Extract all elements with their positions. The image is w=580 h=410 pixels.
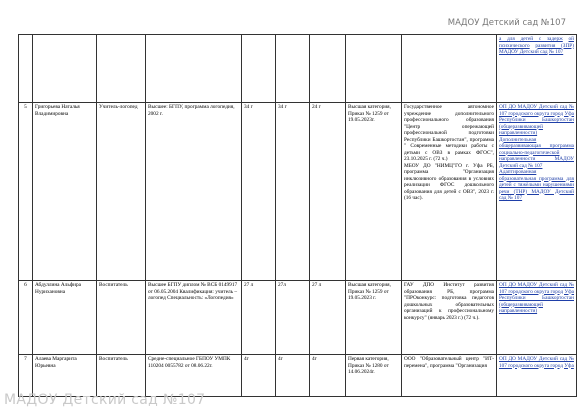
- program-link[interactable]: № 107: [548, 49, 564, 55]
- courses-cell: [402, 355, 497, 397]
- page-header-text: МАДОУ Детский сад №107: [447, 18, 566, 28]
- table-row: [19, 281, 577, 355]
- total-experience: 4г: [242, 355, 276, 397]
- row-number: 5: [19, 103, 33, 281]
- programs-cell: [497, 281, 577, 355]
- position-experience: 27 л: [310, 281, 346, 355]
- program-link[interactable]: МАДОУ Детский сад: [499, 49, 548, 55]
- employee-name: Григорьева Наталья Владимировна: [33, 103, 97, 281]
- education-cell: Средне-специальное ГБПОУ УМПК 110204 0055782 от 08.06.22г.: [146, 355, 242, 397]
- course-entry: ГАУ ДПО Институт развития образования РБ, программа "ПРОконкурс: подготовка педагогов дошкольных образовательных организаций к профессиональному конкурсу" (январь 2023 г.) (72 ч.).: [404, 282, 494, 321]
- total-experience: 34 г: [242, 103, 276, 281]
- courses-cell: [402, 103, 497, 281]
- program-link[interactable]: Адаптированная образовательная программа для детей с тяжёлыми нарушениями речи (ТНР) МАДОУ Детский сад № 107: [499, 169, 574, 201]
- programs-cell: [497, 35, 577, 103]
- employee-position: Учитель-логопед: [97, 103, 146, 281]
- row-number: 7: [19, 355, 33, 397]
- category-cell: Высшая категория, Приказ № 1259 от 19.05.2023 г.: [346, 281, 402, 355]
- programs-cell: [497, 103, 577, 281]
- program-link[interactable]: ОП ДО МАДОУ Детский сад № 107 городского округа город Уфа: [499, 356, 574, 369]
- course-entry: Государственное автономное учреждение дополнительного профессионального образования "Центр опережающей профессиональной подготовки Республики Башкортостан", программа " Современные методики работы с детьми с ОВЗ в рамках ФГОС", 23.10.2025 г. (72 ч.): [404, 104, 494, 162]
- ped-experience: 4г: [276, 355, 310, 397]
- courses-cell: [402, 281, 497, 355]
- employee-name: Алаева Маргарита Юрьевна: [33, 355, 97, 397]
- employee-position: Воспитатель: [97, 281, 146, 355]
- programs-cell: [497, 355, 577, 397]
- program-link[interactable]: ОП ДО МАДОУ Детский сад № 107 городского округа город Уфа Республики Башкортостан (общеразвивающей направленности): [499, 282, 574, 314]
- position-experience: 4г: [310, 355, 346, 397]
- course-entry: ООО "Образовательный центр "ИТ- перемена", программа "Организация: [404, 356, 494, 369]
- staff-table: [18, 34, 577, 397]
- program-link[interactable]: Дополнительная общеразвивающая программа социально-педагогической направленности МАДОУ Детский сад № 107: [499, 136, 574, 169]
- employee-name: Абдуллина Альфира Нурихановна: [33, 281, 97, 355]
- table-row: [19, 35, 577, 103]
- ped-experience: 34 г: [276, 103, 310, 281]
- ped-experience: 27л: [276, 281, 310, 355]
- program-link[interactable]: развития (ЗПР): [535, 42, 574, 49]
- total-experience: 27 л: [242, 281, 276, 355]
- education-cell: Высшее БГПУ диплом № ВСБ 0149917 от 06.05.2004 Квалификация: учитель – логопед Специальность: «Логопедия»: [146, 281, 242, 355]
- table-row: [19, 103, 577, 281]
- category-cell: Первая категория, Приказ № 1280 от 14.06.2024г.: [346, 355, 402, 397]
- program-link[interactable]: а для детей с задерж: [499, 36, 563, 42]
- course-entry: МБОУ ДО "НИМЦ"ГО г. Уфа РБ, программа "Организация инклюзивного образования в условиях реализации ФГОС дошкольного образования для детей с ОВЗ", 2023 г. (16 час).: [404, 162, 494, 201]
- position-experience: 24 г: [310, 103, 346, 281]
- table-row: [19, 355, 577, 397]
- employee-position: Воспитатель: [97, 355, 146, 397]
- category-cell: Высшая категория, Приказ № 1259 от 19.05.2023г.: [346, 103, 402, 281]
- program-link[interactable]: ОП ДО МАДОУ Детский сад № 107 городского округа город Уфа Республики Башкортостан (общеразвивающей направленности): [499, 104, 574, 136]
- education-cell: Высшее: БГПУ, программа логопедия, 2002 г.: [146, 103, 242, 281]
- program-link[interactable]: ой психического: [499, 36, 575, 49]
- row-number: 6: [19, 281, 33, 355]
- watermark: МАДОУ Детский сад №107: [4, 392, 206, 408]
